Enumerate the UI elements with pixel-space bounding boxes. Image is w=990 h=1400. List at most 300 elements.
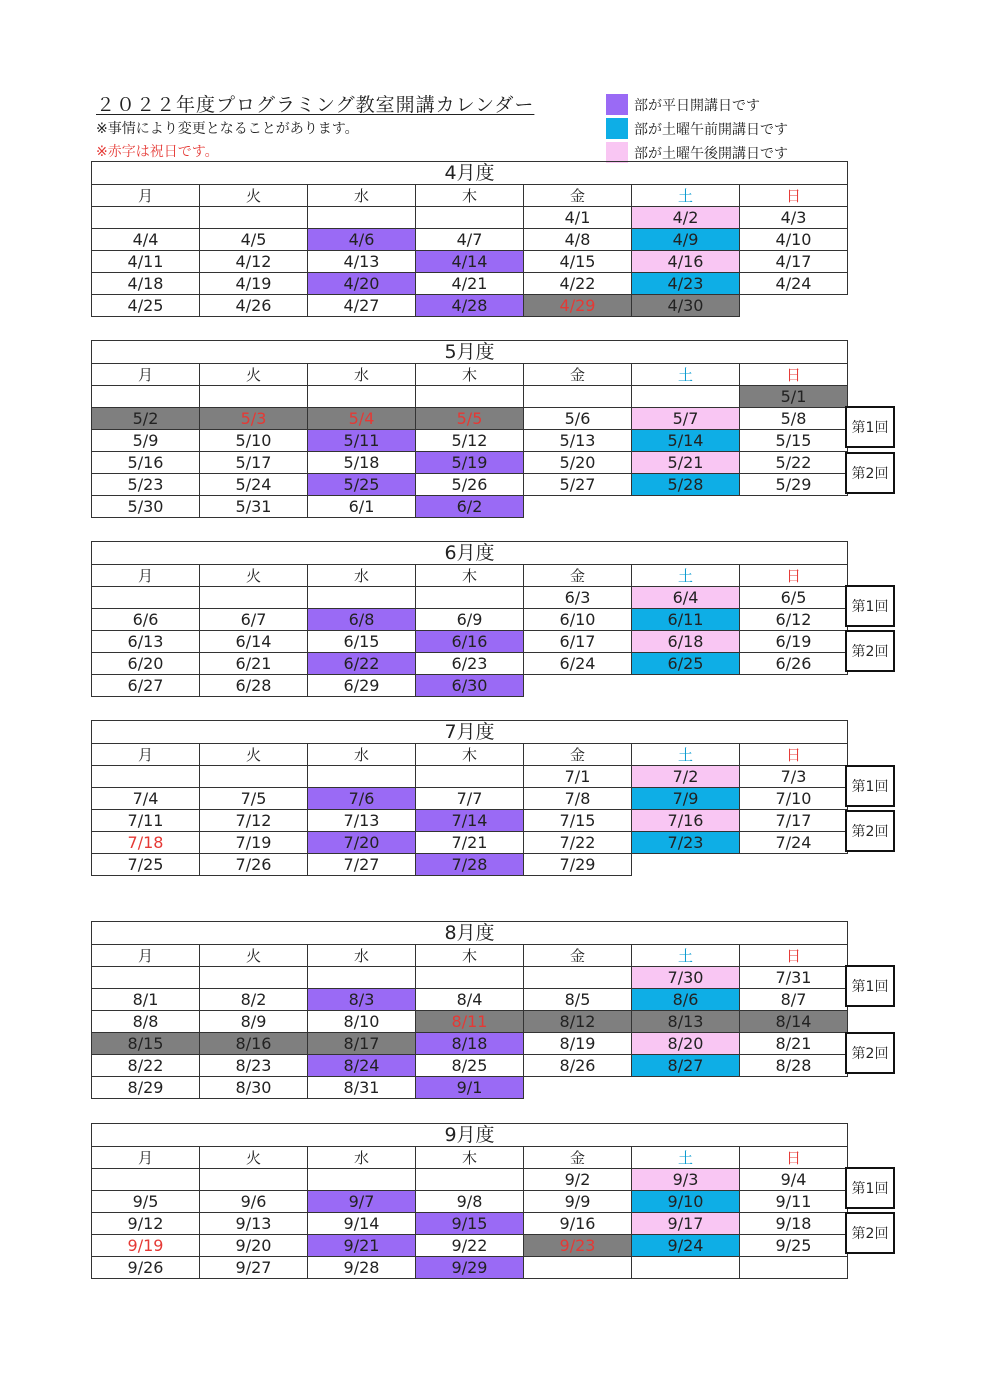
date-cell: 8/3 <box>308 989 416 1011</box>
weekday-header: 土 <box>632 185 740 207</box>
month-table-september <box>91 1123 848 1279</box>
date-cell: 6/27 <box>92 675 200 697</box>
date-cell: 9/17 <box>632 1213 740 1235</box>
date-cell: 7/11 <box>92 810 200 832</box>
date-cell: 6/26 <box>740 653 848 675</box>
date-cell: 8/22 <box>92 1055 200 1077</box>
month-title: 9月度 <box>92 1124 848 1147</box>
date-cell: 6/3 <box>524 587 632 609</box>
blank-cell <box>308 587 416 609</box>
weekday-header: 金 <box>524 744 632 766</box>
date-cell: 9/29 <box>416 1257 524 1279</box>
blank-cell <box>740 1257 848 1279</box>
session-2-label: 第2回 <box>845 1212 895 1254</box>
date-cell: 4/20 <box>308 273 416 295</box>
date-cell: 5/24 <box>200 474 308 496</box>
empty-cell <box>632 1077 740 1099</box>
date-cell: 6/1 <box>308 496 416 518</box>
weekday-header: 金 <box>524 364 632 386</box>
date-cell: 4/2 <box>632 207 740 229</box>
date-cell: 9/14 <box>308 1213 416 1235</box>
weekday-header: 火 <box>200 945 308 967</box>
blank-cell <box>200 386 308 408</box>
blank-cell <box>200 587 308 609</box>
weekday-header: 土 <box>632 565 740 587</box>
date-cell: 4/25 <box>92 295 200 317</box>
date-cell: 7/17 <box>740 810 848 832</box>
blank-cell <box>524 386 632 408</box>
date-cell: 5/8 <box>740 408 848 430</box>
weekday-header: 日 <box>740 185 848 207</box>
page-title: ２０２２年度プログラミング教室開講カレンダー <box>96 94 535 116</box>
blank-cell <box>200 1169 308 1191</box>
month-table-may <box>91 340 848 518</box>
weekday-header: 水 <box>308 185 416 207</box>
month-table-august <box>91 921 848 1099</box>
month-table-april <box>91 161 848 317</box>
date-cell: 9/16 <box>524 1213 632 1235</box>
month-title: 8月度 <box>92 922 848 945</box>
date-cell: 4/26 <box>200 295 308 317</box>
date-cell: 5/17 <box>200 452 308 474</box>
empty-cell <box>632 854 740 876</box>
date-cell: 7/14 <box>416 810 524 832</box>
date-cell: 9/9 <box>524 1191 632 1213</box>
date-cell: 5/22 <box>740 452 848 474</box>
date-cell: 9/15 <box>416 1213 524 1235</box>
date-cell: 6/15 <box>308 631 416 653</box>
blank-cell <box>308 967 416 989</box>
blank-cell <box>416 587 524 609</box>
date-cell: 6/19 <box>740 631 848 653</box>
date-cell: 7/21 <box>416 832 524 854</box>
date-cell: 7/28 <box>416 854 524 876</box>
month-title: 5月度 <box>92 341 848 364</box>
date-cell: 4/22 <box>524 273 632 295</box>
date-cell: 8/12 <box>524 1011 632 1033</box>
empty-cell <box>740 496 848 518</box>
weekday-header: 火 <box>200 185 308 207</box>
date-cell: 8/14 <box>740 1011 848 1033</box>
blank-cell <box>632 386 740 408</box>
date-cell: 7/2 <box>632 766 740 788</box>
legend <box>606 93 788 165</box>
month-table-july <box>91 720 848 876</box>
session-2-label: 第2回 <box>845 810 895 852</box>
blank-cell <box>524 967 632 989</box>
date-cell: 8/16 <box>200 1033 308 1055</box>
date-cell: 6/14 <box>200 631 308 653</box>
date-cell: 8/6 <box>632 989 740 1011</box>
date-cell: 8/13 <box>632 1011 740 1033</box>
weekday-header: 火 <box>200 565 308 587</box>
date-cell: 5/5 <box>416 408 524 430</box>
date-cell: 8/7 <box>740 989 848 1011</box>
date-cell: 4/6 <box>308 229 416 251</box>
date-cell: 6/4 <box>632 587 740 609</box>
date-cell: 5/15 <box>740 430 848 452</box>
date-cell: 6/20 <box>92 653 200 675</box>
date-cell: 9/20 <box>200 1235 308 1257</box>
date-cell: 6/12 <box>740 609 848 631</box>
date-cell: 6/9 <box>416 609 524 631</box>
blank-cell <box>200 967 308 989</box>
date-cell: 7/4 <box>92 788 200 810</box>
month-title: 7月度 <box>92 721 848 744</box>
date-cell: 7/18 <box>92 832 200 854</box>
date-cell: 7/25 <box>92 854 200 876</box>
date-cell: 7/9 <box>632 788 740 810</box>
date-cell: 4/13 <box>308 251 416 273</box>
date-cell: 7/23 <box>632 832 740 854</box>
blank-cell <box>524 1257 632 1279</box>
empty-cell <box>632 496 740 518</box>
date-cell: 4/29 <box>524 295 632 317</box>
date-cell: 5/30 <box>92 496 200 518</box>
session-2-label: 第2回 <box>845 630 895 672</box>
date-cell: 9/21 <box>308 1235 416 1257</box>
date-cell: 9/22 <box>416 1235 524 1257</box>
empty-cell <box>740 854 848 876</box>
weekday-header: 月 <box>92 945 200 967</box>
date-cell: 4/24 <box>740 273 848 295</box>
blank-cell <box>416 967 524 989</box>
session-1-label: 第1回 <box>845 406 895 448</box>
date-cell: 8/5 <box>524 989 632 1011</box>
legend-swatch-pink <box>606 142 628 163</box>
date-cell: 4/19 <box>200 273 308 295</box>
date-cell: 6/13 <box>92 631 200 653</box>
date-cell: 9/18 <box>740 1213 848 1235</box>
session-1-label: 第1回 <box>845 585 895 627</box>
date-cell: 8/1 <box>92 989 200 1011</box>
weekday-header: 月 <box>92 744 200 766</box>
blank-cell <box>200 207 308 229</box>
date-cell: 9/2 <box>524 1169 632 1191</box>
date-cell: 5/21 <box>632 452 740 474</box>
change-note: ※事情により変更となることがあります。 <box>96 121 359 137</box>
blank-cell <box>416 207 524 229</box>
date-cell: 4/1 <box>524 207 632 229</box>
date-cell: 4/8 <box>524 229 632 251</box>
date-cell: 9/11 <box>740 1191 848 1213</box>
date-cell: 9/8 <box>416 1191 524 1213</box>
date-cell: 5/2 <box>92 408 200 430</box>
date-cell: 8/4 <box>416 989 524 1011</box>
date-cell: 9/7 <box>308 1191 416 1213</box>
date-cell: 6/24 <box>524 653 632 675</box>
date-cell: 6/30 <box>416 675 524 697</box>
date-cell: 4/23 <box>632 273 740 295</box>
date-cell: 7/24 <box>740 832 848 854</box>
holiday-note: ※赤字は祝日です。 <box>96 144 219 160</box>
date-cell: 9/1 <box>416 1077 524 1099</box>
weekday-header: 日 <box>740 1147 848 1169</box>
weekday-header: 火 <box>200 744 308 766</box>
weekday-header: 金 <box>524 565 632 587</box>
date-cell: 4/5 <box>200 229 308 251</box>
date-cell: 4/17 <box>740 251 848 273</box>
date-cell: 9/13 <box>200 1213 308 1235</box>
date-cell: 8/17 <box>308 1033 416 1055</box>
date-cell: 5/16 <box>92 452 200 474</box>
date-cell: 7/8 <box>524 788 632 810</box>
date-cell: 8/15 <box>92 1033 200 1055</box>
legend-item-weekday <box>606 93 788 116</box>
blank-cell <box>92 207 200 229</box>
date-cell: 8/10 <box>308 1011 416 1033</box>
month-title: 4月度 <box>92 162 848 185</box>
date-cell: 9/6 <box>200 1191 308 1213</box>
date-cell: 8/18 <box>416 1033 524 1055</box>
date-cell: 5/18 <box>308 452 416 474</box>
weekday-header: 木 <box>416 565 524 587</box>
date-cell: 5/28 <box>632 474 740 496</box>
empty-cell <box>740 1077 848 1099</box>
date-cell: 7/16 <box>632 810 740 832</box>
weekday-header: 日 <box>740 565 848 587</box>
date-cell: 8/29 <box>92 1077 200 1099</box>
date-cell: 4/3 <box>740 207 848 229</box>
date-cell: 7/1 <box>524 766 632 788</box>
date-cell: 5/19 <box>416 452 524 474</box>
empty-cell <box>632 675 740 697</box>
date-cell: 8/25 <box>416 1055 524 1077</box>
date-cell: 6/2 <box>416 496 524 518</box>
legend-label: 部が平日開講日です <box>634 97 760 114</box>
date-cell: 9/5 <box>92 1191 200 1213</box>
date-cell: 4/16 <box>632 251 740 273</box>
weekday-header: 土 <box>632 945 740 967</box>
weekday-header: 木 <box>416 364 524 386</box>
date-cell: 8/30 <box>200 1077 308 1099</box>
date-cell: 9/10 <box>632 1191 740 1213</box>
weekday-header: 火 <box>200 1147 308 1169</box>
date-cell: 5/27 <box>524 474 632 496</box>
weekday-header: 火 <box>200 364 308 386</box>
blank-cell <box>308 1169 416 1191</box>
date-cell: 5/3 <box>200 408 308 430</box>
date-cell: 5/11 <box>308 430 416 452</box>
date-cell: 5/26 <box>416 474 524 496</box>
date-cell: 7/15 <box>524 810 632 832</box>
empty-cell <box>524 496 632 518</box>
date-cell: 9/19 <box>92 1235 200 1257</box>
date-cell: 7/30 <box>632 967 740 989</box>
blank-cell <box>92 1169 200 1191</box>
legend-swatch-blue <box>606 118 628 139</box>
blank-cell <box>200 766 308 788</box>
date-cell: 4/11 <box>92 251 200 273</box>
date-cell: 8/8 <box>92 1011 200 1033</box>
weekday-header: 水 <box>308 565 416 587</box>
weekday-header: 木 <box>416 945 524 967</box>
date-cell: 6/10 <box>524 609 632 631</box>
month-title: 6月度 <box>92 542 848 565</box>
date-cell: 8/26 <box>524 1055 632 1077</box>
date-cell: 8/27 <box>632 1055 740 1077</box>
date-cell: 7/5 <box>200 788 308 810</box>
date-cell: 6/17 <box>524 631 632 653</box>
date-cell: 6/25 <box>632 653 740 675</box>
date-cell: 5/6 <box>524 408 632 430</box>
blank-cell <box>92 386 200 408</box>
session-2-label: 第2回 <box>845 1032 895 1074</box>
blank-cell <box>416 1169 524 1191</box>
date-cell: 4/9 <box>632 229 740 251</box>
weekday-header: 金 <box>524 185 632 207</box>
weekday-header: 水 <box>308 945 416 967</box>
date-cell: 8/31 <box>308 1077 416 1099</box>
date-cell: 9/25 <box>740 1235 848 1257</box>
session-2-label: 第2回 <box>845 452 895 494</box>
legend-swatch-purple <box>606 94 628 115</box>
weekday-header: 日 <box>740 744 848 766</box>
date-cell: 5/4 <box>308 408 416 430</box>
date-cell: 6/29 <box>308 675 416 697</box>
date-cell: 9/27 <box>200 1257 308 1279</box>
date-cell: 7/7 <box>416 788 524 810</box>
date-cell: 9/4 <box>740 1169 848 1191</box>
weekday-header: 水 <box>308 364 416 386</box>
date-cell: 7/31 <box>740 967 848 989</box>
legend-item-saturday-am <box>606 117 788 140</box>
date-cell: 7/29 <box>524 854 632 876</box>
date-cell: 8/9 <box>200 1011 308 1033</box>
empty-cell <box>524 1077 632 1099</box>
date-cell: 6/23 <box>416 653 524 675</box>
date-cell: 7/6 <box>308 788 416 810</box>
blank-cell <box>92 587 200 609</box>
date-cell: 8/19 <box>524 1033 632 1055</box>
date-cell: 6/18 <box>632 631 740 653</box>
legend-label: 部が土曜午前開講日です <box>634 121 788 138</box>
date-cell: 4/21 <box>416 273 524 295</box>
weekday-header: 水 <box>308 1147 416 1169</box>
blank-cell <box>308 386 416 408</box>
blank-cell <box>92 766 200 788</box>
blank-cell <box>308 766 416 788</box>
date-cell: 7/26 <box>200 854 308 876</box>
date-cell: 5/31 <box>200 496 308 518</box>
date-cell: 6/7 <box>200 609 308 631</box>
date-cell: 5/7 <box>632 408 740 430</box>
date-cell: 9/3 <box>632 1169 740 1191</box>
session-1-label: 第1回 <box>845 765 895 807</box>
weekday-header: 月 <box>92 364 200 386</box>
legend-label: 部が土曜午後開講日です <box>634 145 788 162</box>
date-cell: 8/21 <box>740 1033 848 1055</box>
weekday-header: 木 <box>416 744 524 766</box>
date-cell: 6/6 <box>92 609 200 631</box>
date-cell: 9/24 <box>632 1235 740 1257</box>
weekday-header: 木 <box>416 185 524 207</box>
date-cell: 8/24 <box>308 1055 416 1077</box>
date-cell: 5/14 <box>632 430 740 452</box>
date-cell: 6/11 <box>632 609 740 631</box>
date-cell: 6/21 <box>200 653 308 675</box>
date-cell: 7/20 <box>308 832 416 854</box>
empty-cell <box>740 295 848 317</box>
weekday-header: 土 <box>632 744 740 766</box>
date-cell: 9/23 <box>524 1235 632 1257</box>
date-cell: 9/26 <box>92 1257 200 1279</box>
date-cell: 4/30 <box>632 295 740 317</box>
date-cell: 6/16 <box>416 631 524 653</box>
weekday-header: 日 <box>740 945 848 967</box>
weekday-header: 月 <box>92 1147 200 1169</box>
date-cell: 8/23 <box>200 1055 308 1077</box>
session-1-label: 第1回 <box>845 965 895 1007</box>
month-table-june <box>91 541 848 697</box>
date-cell: 7/12 <box>200 810 308 832</box>
date-cell: 4/28 <box>416 295 524 317</box>
date-cell: 6/5 <box>740 587 848 609</box>
date-cell: 5/9 <box>92 430 200 452</box>
session-1-label: 第1回 <box>845 1167 895 1209</box>
weekday-header: 金 <box>524 1147 632 1169</box>
date-cell: 7/3 <box>740 766 848 788</box>
date-cell: 7/27 <box>308 854 416 876</box>
date-cell: 4/10 <box>740 229 848 251</box>
date-cell: 5/29 <box>740 474 848 496</box>
weekday-header: 月 <box>92 185 200 207</box>
weekday-header: 水 <box>308 744 416 766</box>
date-cell: 4/4 <box>92 229 200 251</box>
weekday-header: 月 <box>92 565 200 587</box>
weekday-header: 金 <box>524 945 632 967</box>
date-cell: 4/18 <box>92 273 200 295</box>
weekday-header: 土 <box>632 1147 740 1169</box>
blank-cell <box>632 1257 740 1279</box>
date-cell: 4/14 <box>416 251 524 273</box>
date-cell: 4/7 <box>416 229 524 251</box>
date-cell: 4/15 <box>524 251 632 273</box>
date-cell: 7/13 <box>308 810 416 832</box>
date-cell: 9/28 <box>308 1257 416 1279</box>
empty-cell <box>740 675 848 697</box>
date-cell: 7/22 <box>524 832 632 854</box>
blank-cell <box>92 967 200 989</box>
date-cell: 6/28 <box>200 675 308 697</box>
date-cell: 8/2 <box>200 989 308 1011</box>
date-cell: 5/25 <box>308 474 416 496</box>
weekday-header: 土 <box>632 364 740 386</box>
date-cell: 6/8 <box>308 609 416 631</box>
date-cell: 8/28 <box>740 1055 848 1077</box>
date-cell: 9/12 <box>92 1213 200 1235</box>
date-cell: 5/23 <box>92 474 200 496</box>
date-cell: 6/22 <box>308 653 416 675</box>
empty-cell <box>524 675 632 697</box>
date-cell: 7/19 <box>200 832 308 854</box>
blank-cell <box>308 207 416 229</box>
date-cell: 4/27 <box>308 295 416 317</box>
date-cell: 4/12 <box>200 251 308 273</box>
weekday-header: 木 <box>416 1147 524 1169</box>
blank-cell <box>416 766 524 788</box>
date-cell: 5/12 <box>416 430 524 452</box>
date-cell: 5/20 <box>524 452 632 474</box>
weekday-header: 日 <box>740 364 848 386</box>
date-cell: 5/1 <box>740 386 848 408</box>
date-cell: 8/20 <box>632 1033 740 1055</box>
date-cell: 8/11 <box>416 1011 524 1033</box>
date-cell: 5/10 <box>200 430 308 452</box>
date-cell: 5/13 <box>524 430 632 452</box>
date-cell: 7/10 <box>740 788 848 810</box>
blank-cell <box>416 386 524 408</box>
